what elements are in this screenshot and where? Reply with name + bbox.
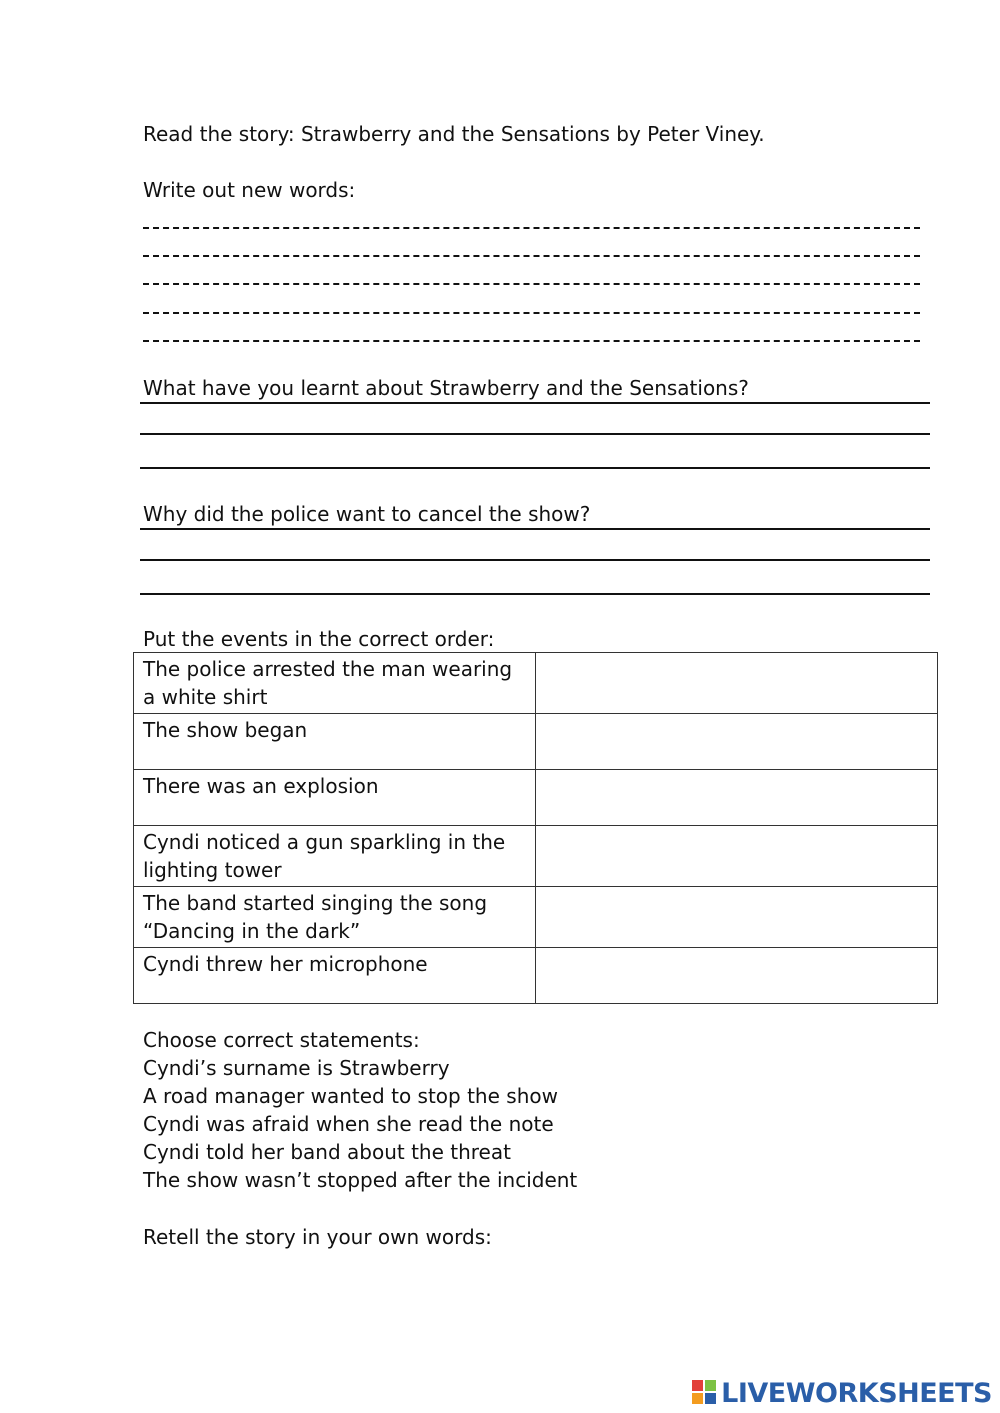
order-answer-cell[interactable]: [536, 770, 938, 826]
table-row: [134, 770, 938, 826]
new-word-line-1[interactable]: [143, 227, 920, 229]
event-text: There was an explosion: [134, 770, 536, 826]
liveworksheets-logo: [692, 1373, 992, 1413]
statements-prompt: Choose correct statements:: [143, 1028, 420, 1052]
table-row: [134, 887, 938, 948]
answer-2-line-2[interactable]: [140, 559, 930, 561]
answer-1-line-1[interactable]: [140, 402, 930, 404]
statement-option[interactable]: Cyndi told her band about the threat: [143, 1140, 511, 1164]
order-answer-cell[interactable]: [536, 887, 938, 948]
question-1: What have you learnt about Strawberry and the Sensations?: [143, 376, 749, 400]
event-text: The band started singing the song “Dancing in the dark”: [134, 887, 536, 948]
event-text: Cyndi noticed a gun sparkling in the lighting tower: [134, 826, 536, 887]
order-answer-cell[interactable]: [536, 714, 938, 770]
answer-1-line-3[interactable]: [140, 467, 930, 469]
statement-option[interactable]: The show wasn’t stopped after the incident: [143, 1168, 578, 1192]
table-row: [134, 826, 938, 887]
event-order-table: [133, 652, 938, 1004]
order-answer-cell[interactable]: [536, 948, 938, 1004]
logo-text: LIVEWORKSHEETS: [721, 1377, 992, 1409]
statement-option[interactable]: Cyndi was afraid when she read the note: [143, 1112, 554, 1136]
table-row: [134, 653, 938, 714]
answer-1-line-2[interactable]: [140, 433, 930, 435]
order-prompt: Put the events in the correct order:: [143, 627, 495, 651]
question-2: Why did the police want to cancel the show?: [143, 502, 591, 526]
new-word-line-4[interactable]: [143, 312, 920, 314]
order-answer-cell[interactable]: [536, 653, 938, 714]
new-word-line-3[interactable]: [143, 283, 920, 285]
event-text: The police arrested the man wearing a white shirt: [134, 653, 536, 714]
new-words-prompt: Write out new words:: [143, 178, 356, 202]
new-word-line-2[interactable]: [143, 255, 920, 257]
statement-option[interactable]: A road manager wanted to stop the show: [143, 1084, 558, 1108]
event-text: The show began: [134, 714, 536, 770]
answer-2-line-1[interactable]: [140, 528, 930, 530]
new-word-line-5[interactable]: [143, 340, 920, 342]
statement-option[interactable]: Cyndi’s surname is Strawberry: [143, 1056, 450, 1080]
event-text: Cyndi threw her microphone: [134, 948, 536, 1004]
logo-blocks-icon: [692, 1380, 718, 1406]
retell-prompt: Retell the story in your own words:: [143, 1225, 492, 1249]
order-answer-cell[interactable]: [536, 826, 938, 887]
answer-2-line-3[interactable]: [140, 593, 930, 595]
intro-text: Read the story: Strawberry and the Sensations by Peter Viney.: [143, 122, 765, 146]
table-row: [134, 714, 938, 770]
table-row: [134, 948, 938, 1004]
